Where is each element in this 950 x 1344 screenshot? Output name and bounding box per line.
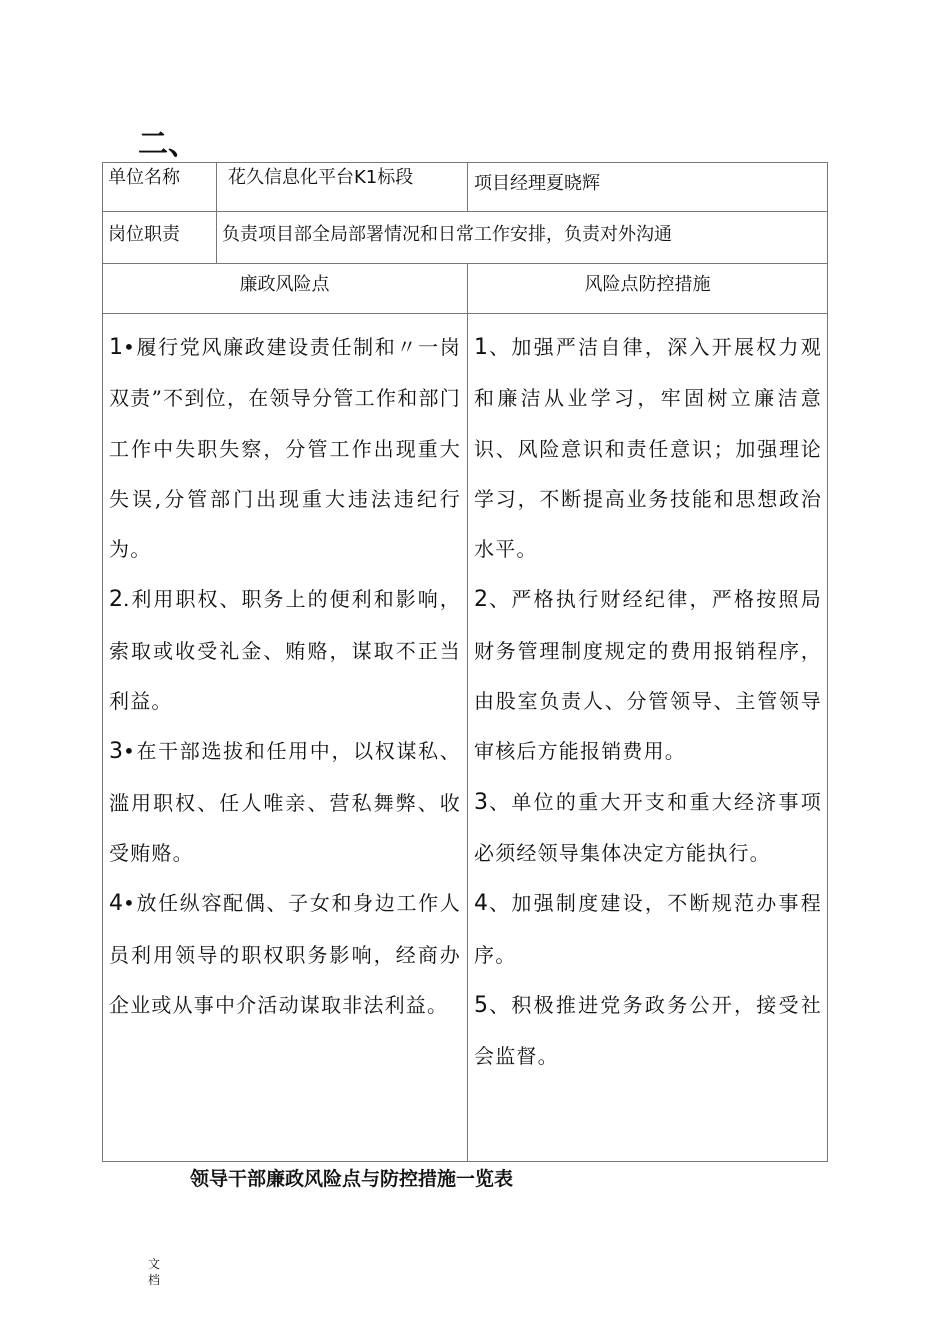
unit-person-divider [467,162,468,212]
row-divider-2 [102,263,828,264]
measure-item: 3、单位的重大开支和重大经济事项必须经领导集体决定方能执行。 [474,789,822,865]
risk-item: 1•履行党风廉政建设责任制和〃一岗双责”不到位，在领导分管工作和部门工作中失职失察，分管工作出现重大失误,分管部门出现重大违法违纪行为。 [109,335,461,562]
row-divider-1 [102,211,828,212]
unit-name-value: 花久信息化平台K1标段 [228,167,414,188]
risk-points-header: 廉政风险点 [239,274,330,295]
document-title: 领导干部廉政风险点与防控措施一览表 [190,1168,514,1190]
measure-item: 5、积极推进党务政务公开，接受社会监督。 [474,992,822,1069]
person-name: 项目经理夏晓辉 [474,173,600,194]
row-divider-3 [102,313,828,314]
risk-item: 4•放任纵容配偶、子女和身边工作人员利用领导的职权职务影响，经商办企业或从事中介活动谋取非法利益。 [109,891,461,1017]
label-column-divider [216,162,217,263]
main-column-divider [467,263,468,1162]
duty-value: 负责项目部全局部署情况和日常工作安排，负责对外沟通 [222,224,672,245]
risk-item: 3•在干部选拔和任用中，以权谋私、滥用职权、任人唯亲、营私舞弊、收受贿赂。 [109,739,461,865]
duty-label: 岗位职责 [108,224,180,245]
control-measures-header: 风险点防控措施 [584,274,711,295]
unit-name-label: 单位名称 [108,167,180,188]
measure-item: 1、加强严洁自律，深入开展权力观和廉洁从业学习，牢固树立廉洁意识、风险意识和责任意识；加强理论学习，不断提高业务技能和思想政治水平。 [474,335,822,562]
measure-item: 2、严格执行财经纪律，严格按照局财务管理制度规定的费用报销程序，由股室负责人、分管领导、主管领导审核后方能报销费用。 [474,587,822,764]
control-measures-list [474,322,822,1081]
risk-item: 2.利用职权、职务上的便利和影响，索取或收受礼金、贿赂，谋取不正当利益。 [109,587,461,714]
risk-points-list [109,322,461,1030]
footer-mark: 文档 [148,1257,161,1287]
measure-item: 4、加强制度建设，不断规范办事程序。 [474,891,822,967]
section-heading-mark: 二、 [138,127,198,162]
